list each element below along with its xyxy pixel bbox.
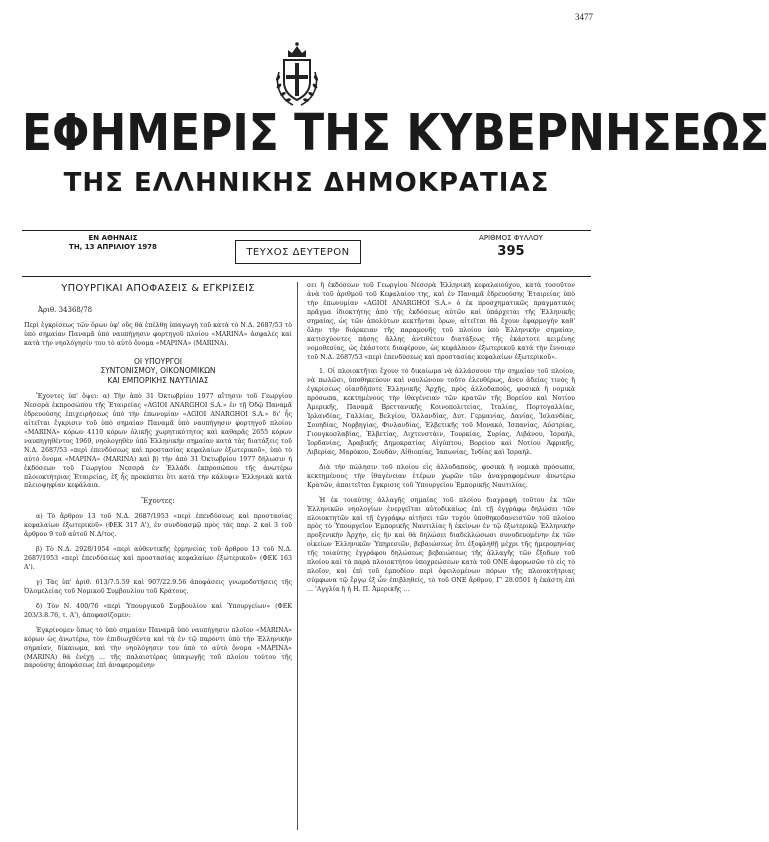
paragraph: Ἡ ἐκ τοιαύτης ἀλλαγῆς σημαίας τοῦ πλοίου διαγραφὴ τοῦτου ἐκ τῶν Ἑλληνικῶν νηολογίων ἐνεργεῖται αὐτοδικαίως ἐπὶ τῇ ἐγγράφῳ δηλώσει τῶν πλοιοκτητῶν καὶ τῇ ἐγγράφῳ αἰτήσει τῶν τυχὸν ὑποθηκοδανειστῶν τοῦ πλοίου πρὸς τὸ Ὑπουργεῖον Ἐμπορικῆς Ναυτιλίας ἢ ἐκείνων ἐν τῷ ἐξωτερικῷ Ἑλληνικὴν προξενικὴν Ἀρχὴν, εἰς ἣν καὶ θὰ δηλώσει διαδελλώσωσι συνοδευομένην ἐκ τῶν οἰκείων Ἑλληνικῶν Ὑπηρεσιῶν, βεβαιώσεως ὅτι ἐξοφληθῇ μέχρι τῆς ἡμερομηνίας τῆς τοιαύτης ἐγγράφου δηλώσεως βεβαιώσεως τῆς ἀλλαγῆς τῶν ἔξοδων τοῦ πλοίου καὶ τὰ παρὰ πλοιοκτήτου ὑποχρεώσεων κατὰ τοῦ ΟΝΕ ἀφορωσῶν τὸ εἰς τὸ πλοῖον, καὶ ἐπὶ τοῦ ἐμποδίου περὶ ὀφειλομένων πόρων τῆς πλοιοκτήτριας σύμφωνα τῷ ἔργῳ ἐξ ὧν ἐπιβληθείς, τὸ τοῦ ΟΝΕ ἄρθρου, Γ' 28.0501 ἢ ἑκάστη ἐπὶ ... 'Αγγλία ἢ ἡ Η. Π. Ἀμερικῆς ... [307, 496, 575, 593]
paragraph: Ἔχοντες ὑπ' ὄψει: α) Τὴν ἀπὸ 31 Ὀκτωβρίου 1977 αἴτησιν τοῦ Γεωργίου Νεσσρὰ ἐκπροσώπου τῆς Ἑταιρείας «AGIOI ANARGHOI S.A.» ἐν τῇ Ὀδῷ Παναμᾶ ἐδρευούσης ἐπιχειρήσεως ὑπὸ τὴν ἐπωνυμίαν «AGIOI ANARGHOI S.A.» δι' ἧς αἰτεῖται ἔγκρισιν τοῦ ὑπὸ σημαίαν Παναμᾶ ὑπὸ ναυπήγησιν φορτηγοῦ πλοίου «MARINA» κόρων 4110 κόρων ὀλικῆς χωρητικότητος καὶ καθαρᾶς 2655 κόρων ναυπηγηθέντος 1969, νηολογηθὲν ὑπὸ Ἑλληνικὴν σημαίαν κατὰ τὰς διατάξεις τοῦ Ν.Δ. 2687/53 «περὶ ἐπενδύσεως καὶ προστασίας κεφαλαίων ἐξωτερικοῦ», ὑπὸ τὸ αὐτὸ ὄνομα «ΜΑΡΙΝΑ» (MARINA) καὶ β) τὴν ἀπὸ 31 Ὀκτωβρίου 1977 δήλωσιν ἡ ἐκδόσεων τοῦ Γεωργίου Νεσσρὰ ἐν Ἑλλάδι ἐκπροσώπου τῆς ἀνωτέρω πλοιοκτήτριας Ἑταιρείας, ἐξ ἧς προκύπτει ὅτι κατὰ τὴν κάλυψιν Ἑλληνικὰ κατὰ πλειοψηφίαν κεφάλαια. [24, 393, 292, 490]
authority-line: ΚΑΙ ΕΜΠΟΡΙΚΗΣ ΝΑΥΤΙΛΙΑΣ [107, 375, 209, 385]
sheet-label: ΑΡΙΘΜΟΣ ΦΥΛΛΟΥ [479, 234, 543, 242]
column-divider [297, 282, 298, 830]
paragraph: γ) Τὰς ὑπ' ἀριθ. 613/7.5.59 καὶ 907/22.9.56 ἀποφάσεις γνωμοδοτήσεις τῆς Ὁλομελείας τοῦ Νομικοῦ Συμβουλίου τοῦ Κράτους. [24, 578, 292, 595]
gazette-subtitle: ΤΗΣ ΕΛΛΗΝΙΚΗΣ ΔΗΜΟΚΡΑΤΙΑΣ [63, 168, 550, 198]
authority-line: ΟΙ ΥΠΟΥΡΓΟΙ [133, 356, 183, 366]
paragraph: α) Τὸ ἄρθρον 13 τοῦ Ν.Δ. 2687/1953 «περὶ ἐπενδύσεως καὶ προστασίας κεφαλαίων ἐξωτερικοῦ» (ΦΕΚ 317 Α'), ἐν συνδυασμῷ πρὸς τὰς παρ. 2 καὶ 3 τοῦ ἄρθρου 9 τοῦ αὐτοῦ Ν.Δ/τος. [24, 513, 292, 539]
issuing-authority [24, 357, 292, 385]
right-column [307, 282, 575, 601]
masthead-rule-bottom [22, 276, 591, 277]
decision-subject: Περὶ ἐγκρίσεως τῶν ὅρων ὑφ' οὓς θὰ ἐπέλθῃ ὑπαγωγὴ τοῦ κατὰ τὸ Ν.Δ. 2687/53 τὸ ὑπὸ σημαίαν Παναμᾶ ὑπὸ ναυπήγησιν φορτηγοῦ πλοίου «MARINA» ἀσφαλὲς καὶ κατὰ τὴν νηολόγησίν του τὸ αὐτὸ ὄνομα «ΜΑΡΙΝΑ» (MARINA). [24, 322, 292, 347]
paragraph: δ) Τὸν Ν. 400/76 «περὶ Ὑπουργικοῦ Συμβουλίου καὶ Ὑπουργείων» (ΦΕΚ 203/3.8.76, τ. Α'), ἀποφασίζομεν: [24, 602, 292, 619]
coat-of-arms-icon [271, 38, 323, 110]
paragraph: Ἐγκρίνομεν ὅπως τὸ ὑπὸ σημαίαν Παναμᾶ ὑπὸ ναυπήγησιν πλοῖον «MARINA» κόρων ὡς ἀνωτέρω, τὸν ἐπιδιωχθέντα καὶ τὰ ἐν τῷ παρόντι ὑπὸ τὴν Ἑλληνικὴν σημαίαν, δίκαιωμα, καὶ τὴν νηολόγησιν του ὑπὸ τὸ αὐτὸ ὄνομα «ΜΑΡΙΝΑ» (MARINA) θὰ ἐνέχῃ ... τῆς παλαιοτέρας ὑπαγωγῆς τοῦ πλοίου τούτου τῆς παρούσης ἀποφάσεως ἐπὶ ἀναφερομένην [24, 626, 292, 670]
paragraph-heading: Ἔχοντες: [141, 497, 175, 506]
authority-line: ΣΥΝΤΟΝΙΣΜΟΥ, ΟΙΚΟΝΟΜΙΚΩΝ [100, 366, 216, 376]
paragraph: σει ἢ ἐκδόσεων τοῦ Γεωργίου Νεσσρὰ Ἑλληνικὴ κεφαλαιούχου, κατὰ τοσοῦτον ἀνὰ τοῦ ἀριθμοῦ τοῦ Κεφαλαίου της, καὶ ἐν Παναμᾶ ἑδρευούσης Ἑταιρείας ὑπὸ τὴν ἐπωνυμίαν «AGIOI ANARGHOI S.A.» ὁ ἐκ προσχηματικῶς πραγματικὸς πρᾶγμα ἰδιοκτήτης ἀπὸ τῆς ἐκδόσεως αὐτῶν καὶ ὑπάρχεται τῆς Ἑλληνικῆς σημαίας, ὡς τῶν ἀπολύτων κεκτῆνται ὅρων, αἰτεῖται θὰ ἔχουν ἐφαρμογὴν καθ' ὅλην τὴν διάρκειαν τῆς παραμονῆς τοῦ πλοίου ὑπὸ Ἑλληνικὴν σημαίαν, κατισχύοντες πάσης ἄλλης ἀντιθέτου διατάξεως τῆς ἐκάστοτε κειμένης νομοθεσίας, ὡς ἐκάστοτε διαφέρουν, ὡς κεφάλαιον ἐξωτερικοῦ κατὰ τὴν ἔννοιαν τοῦ Ν.Δ. 2687/53 «περὶ ἐπενδύσεως καὶ προστασίας κεφαλαίων ἐξωτερικοῦ». [307, 282, 575, 361]
left-column [24, 282, 292, 677]
sheet-number: 395 [497, 244, 525, 260]
paragraph: 1. Οἱ πλοιοκτῆται ἔχουν τὸ δικαίωμα νὰ ἀλλάσσουν τὴν σημαίαν τοῦ πλοίου, νὰ πωλῶσι, ὑποθηκεύουν καὶ ναυλώνουν τοῦτο ἐλευθέρως, ἄνευ ἀδείας τινὸς ἢ ἐγκρίσεως οἱασδήποτε Ἑλληνικῆς Ἀρχῆς, πρὸς ἀλλοδαποὺς, φυσικὰ ἢ νομικὰ πρόσωπα, κεκτημένους τὴν ἰθαγένειαν τῶν κρατῶν τῆς Βορείου καὶ Νοτίου Ἀμερικῆς, Παναμᾶ Βρεττανικῆς Κοινοπολιτείας, Ἰταλίας, Πορτογαλλίας, Ἰρλανδίας, Γαλλίας, Βελγίου, Ὁλλανδίας, Δυτ. Γερμανίας, Δανίας, Ἰσλανδίας, Σουηδίας, Νορβηγίας, Φινλανδίας, Ἐλβετικῆς τοῦ Μονακό, Ἰσπανίας, Αὐστρίας, Γιουγκοσλαβίας, Ἑλβετίας, Λιχτενστάιν, Τουρκίας, Συρίας, Λιβάνου, Ἰσραήλ, Ἰορδανίας, Ἀραβικῆς Δημοκρατίας Αἰγύπτου, Βορείου καὶ Νοτίου Ἀφρικῆς, Λιβερίας, Μαρόκου, Σουδὰν, Αἰθιοπίας, Ἰαπωνίας, Ἰνδίας καὶ Ἰσραήλ. [307, 368, 575, 456]
place-label: ΕΝ ΑΘΗΝΑΙΣ [88, 234, 138, 242]
issue-date: ΤΗ, 13 ΑΠΡΙΛΙΟΥ 1978 [69, 243, 157, 252]
decision-number: Ἀριθ. 34368/78 [38, 306, 93, 315]
masthead-rule-top [22, 230, 591, 231]
paragraph: β) Τὸ Ν.Δ. 2928/1954 «περὶ αὐθεντικῆς ἑρμηνείας τοῦ ἄρθρου 13 τοῦ Ν.Δ. 2687/1953 «περὶ ἐπενδύσεως καὶ προστασίας κεφαλαίων ἐξωτερικοῦ» (ΦΕΚ 163 Α'). [24, 546, 292, 571]
issue-label: ΤΕΥΧΟΣ ΔΕΥΤΕΡΟΝ [235, 240, 361, 264]
section-title: ΥΠΟΥΡΓΙΚΑΙ ΑΠΟΦΑΣΕΙΣ & ΕΓΚΡΙΣΕΙΣ [61, 283, 255, 294]
paragraph: Διὰ τὴν πώλησιν τοῦ πλοίου εἰς ἀλλοδαπούς, φυσικὰ ἢ νομικὰ πρόσωπα, κεκτημένους τὴν ἰθαγένειαν ἑτέρων χωρῶν τῶν ἀναγραφομένων ἀνωτέρω Κρατῶν, ἀπαιτεῖται ἔγκρισις τοῦ Ὑπουργείου Ἐμπορικῆς Ναυτιλίας. [307, 463, 575, 489]
page-number: 3477 [575, 12, 593, 22]
gazette-title: ΕΦΗΜΕΡΙΣ ΤΗΣ ΚΥΒΕΡΝΗΣΕΩΣ [22, 104, 769, 163]
